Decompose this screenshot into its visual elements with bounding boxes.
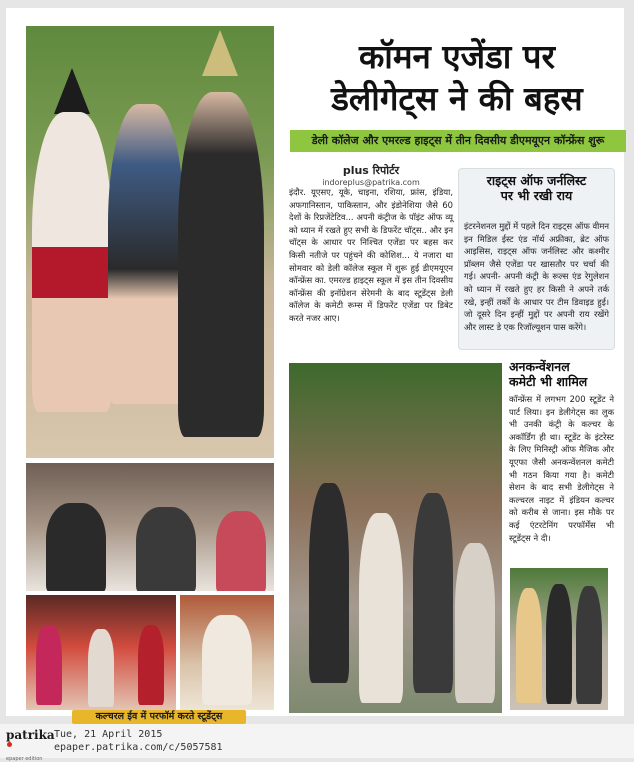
article-body: इंदौर. यूएसए, यूके, चाइना, रशिया, फ्रांस, इंडिया, अफगानिस्तान, पाकिस्तान, और इंडोनेशिया जैसे 60 देशों के रिप्रजेंटेटिव... अपनी कंट्रीज के पॉइंट ऑफ व्यू को ध्यान में रखते हुए सभी के डिफरेंट चॉट्स.. और इन चॉट्स के आधार पर निश्चित एजेंडा पर बहस कर किसी नतीजे पर पहुंचने की कोशिश... ये नजारा था सोमवार को डेली कॉलेज स्कूल में शुरू हुई डीएमयूएन कॉन्फ्रेंस का. एमरल्ड हाइट्स स्कूल में इस तीन दिवसीय कॉन्फ्रेंस की इनॉग्रेशन सेरेमनी के बाद स्टूडेंट्स डेली कॉलेज के कमेटी रूम्स में डिफरेंट एजेंडा पर डिबेट करते नजर आए। (289, 187, 453, 323)
delegate-figure (216, 511, 266, 591)
guitarist-figure (202, 615, 252, 705)
side-body: कॉन्फ्रेंस में लगभग 200 स्टूडेंट ने पार्ट लिया। इन डेलीगेट्स का लुक भी उनकी कंट्री के कल्चर के अकॉर्डिंग ही था। स्टूडेंट के इंटरेस्ट के लिए मिनिस्ट्री ऑफ मैजिक और यूएफा जैसी अनकन्वेंशनल कमेटी भी गठन किया गया है। कमेटी सेशन के बाद सभी डेलीगेट्स ने कल्चरल नाइट में इंडियन कल्चर को करीब से जाना। इस मौके पर कई एंटरटेनिंग परफॉर्मेंस भी स्टूडेंट्स ने दी। (509, 394, 614, 543)
student-figure (309, 483, 349, 683)
main-photo (26, 26, 274, 458)
dancer-figure (138, 625, 164, 705)
student-figure-left (32, 112, 112, 412)
students-walking-photo (510, 568, 608, 710)
box-title-line-1: राइट्स ऑफ जर्नलिस्ट (486, 173, 587, 188)
student-figure (359, 513, 403, 703)
student-figure (455, 543, 495, 703)
epaper-footer (0, 724, 634, 762)
newspaper-page (6, 8, 624, 722)
logo-tagline: epaper edition (6, 756, 43, 762)
byline-name: plus रिपोर्टर (342, 164, 400, 177)
student-figure (413, 493, 453, 693)
photo-caption: कल्चरल ईव में परफॉर्म करते स्टूडेंट्स (72, 710, 246, 724)
headline-line-1: कॉमन एजेंडा पर (358, 37, 556, 76)
box-body: इंटरनेशनल मुद्दों में पहले दिन राइट्स ऑफ वीमन इन मिडिल ईस्ट एंड नॉर्थ अफ्रीका, ब्रेट ऑफ आइसिस, राइट्स ऑफ जर्नलिस्ट और कश्मीर प्रॉब्लम जैसे एजेंडा पर खासतौर पर चर्चा की गई। अपनी- अपनी कंट्री के रूल्स एंड रेगुलेशन को ध्यान में रखते हुए हर किसी ने अपने तर्क रखे, इन्हीं तर्कों के आधार पर टीम डिवाइड हुई। जो दूसरे दिन इन्हीं मुद्दों पर अपनी राय रखेंगे और लास्ट डे एक रिजॉल्यूशन पास करेंगे। (464, 221, 609, 332)
box-title-line-2: पर भी रखी राय (500, 188, 573, 203)
students-on-stairs-photo (289, 363, 502, 713)
box-title (459, 173, 614, 203)
dancer-figure (88, 629, 114, 707)
patrika-logo[interactable] (6, 728, 55, 762)
epaper-url-link[interactable]: epaper.patrika.com/c/5057581 (54, 742, 223, 753)
byline (289, 163, 453, 187)
student-figure-middle (108, 104, 184, 404)
edition-date: Tue, 21 April 2015 (54, 729, 163, 740)
headline (290, 36, 624, 120)
side-title-line-2: कमेटी भी शामिल (509, 374, 588, 389)
witch-hat-right-icon (202, 30, 238, 76)
logo-text: patrika (6, 728, 55, 742)
logo-dot-icon (7, 742, 12, 747)
student-figure (576, 586, 602, 704)
student-figure (546, 584, 572, 704)
conference-room-photo (26, 463, 274, 591)
delegate-figure (136, 507, 196, 591)
unconventional-committee-title (509, 359, 619, 389)
delegate-figure (46, 503, 106, 591)
byline-email: indoreplus@patrika.com (322, 178, 420, 187)
dance-performance-photo (26, 595, 176, 710)
guitar-performance-photo (180, 595, 274, 710)
student-figure (516, 588, 542, 703)
subheadline-bar: डेली कॉलेज और एमरल्ड हाइट्स में तीन दिवसीय डीएमयूएन कॉन्फ्रेंस शुरू (290, 130, 626, 152)
headline-line-2: डेलीगेट्स ने की बहस (331, 79, 583, 118)
dancer-figure (36, 625, 62, 705)
witch-hat-left-icon (54, 68, 90, 114)
side-title-line-1: अनकन्वेंशनल (509, 359, 570, 374)
student-figure-right (178, 92, 264, 437)
